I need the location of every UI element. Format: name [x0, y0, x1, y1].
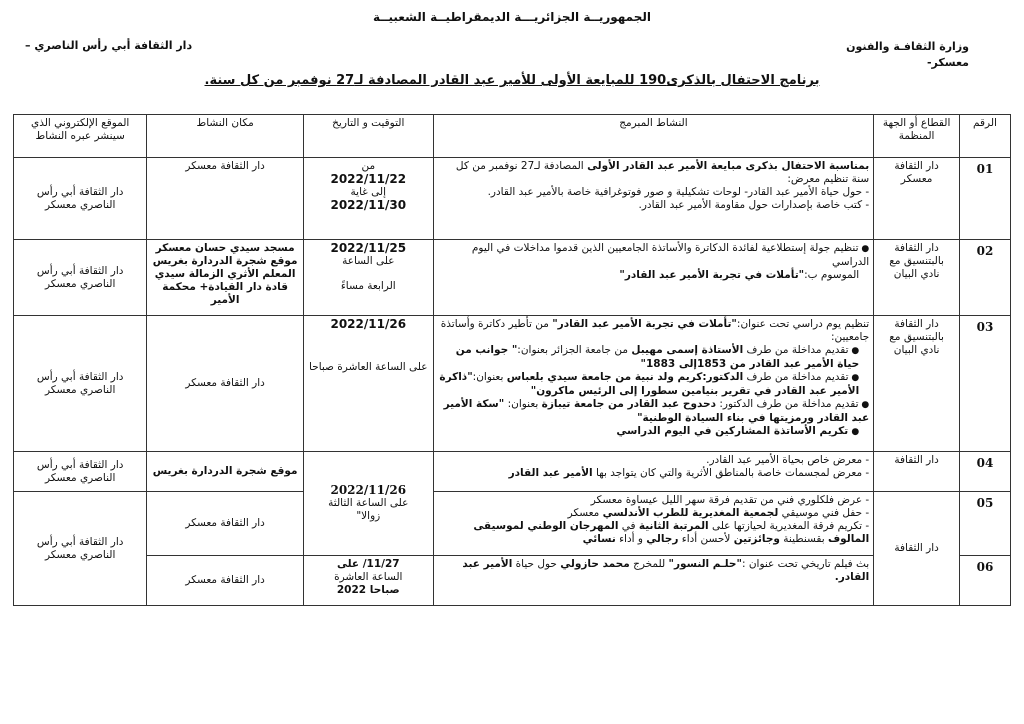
row-time: [303, 316, 433, 452]
row-number: 05: [960, 492, 1011, 556]
activity-line: - حول حياة الأمير عبد القادر- لوحات تشكيلية و صور فوتوغرافية خاصة بالأمير عبد القادر.: [487, 186, 870, 198]
table-row: [14, 556, 1011, 606]
time-period: زوالا": [356, 510, 381, 522]
row-organizer: دار الثقافة: [874, 492, 960, 606]
row-number: 03: [960, 316, 1011, 452]
col-header-place: مكان النشاط: [147, 115, 304, 158]
time-date: 2022/11/26: [330, 483, 407, 497]
table-row: [14, 452, 1011, 492]
row-number: 01: [960, 158, 1011, 240]
row-website: دار الثقافة أبي رأس الناصري معسكر: [14, 492, 147, 606]
row-organizer: دار الثقافة معسكر: [874, 158, 960, 240]
activity-bullet: ● تكريم الأساتذة المشاركين في اليوم الدراسي: [438, 425, 870, 439]
time-until-label: إلى غاية: [350, 186, 386, 198]
time-end-date: 2022/11/30: [330, 198, 407, 212]
row-website: دار الثقافة أبي رأس الناصري معسكر: [14, 240, 147, 316]
row-time: [303, 240, 433, 316]
activity-line: - حفل فني موسيقي لجمعية المغديرية للطرب الأندلسي معسكر: [567, 507, 870, 519]
col-header-time: التوقيت و التاريخ: [303, 115, 433, 158]
row-organizer: دار الثقافة بالبتنسيق مع نادي البيان: [874, 240, 960, 316]
table-row: [14, 316, 1011, 452]
activity-bullet: ● تقديم مداخلة من طرف الأستاذة إسمى مهيبل من جامعة الجزائر بعنوان:" جوانب من حياة الأمير عبد القادر من 1853إلى 1883": [438, 344, 870, 371]
row-number: 04: [960, 452, 1011, 492]
row-place: دار الثقافة معسكر: [147, 158, 304, 240]
row-organizer: دار الثقافة: [874, 452, 960, 492]
row-time: [303, 158, 433, 240]
time-date: 11/27/ على: [336, 558, 400, 570]
col-header-activity: النشاط المبرمج: [433, 115, 874, 158]
row-activity: [433, 452, 874, 492]
activity-text: الموسوم ب:: [804, 269, 860, 281]
row-time: [303, 556, 433, 606]
time-hour: على الساعة الثالثة: [328, 497, 409, 509]
table-row: [14, 492, 1011, 556]
activity-text-bold: "تأملات في تجربة الأمير عبد القادر": [619, 269, 805, 281]
row-website: دار الثقافة أبي رأس الناصري معسكر: [14, 452, 147, 492]
row-place: دار الثقافة معسكر: [147, 492, 304, 556]
activity-line: - معرض خاص بحياة الأمير عبد القادر.: [706, 454, 870, 466]
activity-line: - معرض لمجسمات خاصة بالمناطق الأثرية والتي كان يتواجد بها الأمير عبد القادر: [508, 467, 870, 479]
activity-intro: تنظيم يوم دراسي تحت عنوان:"تأملات في تجربة الأمير عبد القادر" من تأطير دكاترة وأساتذة جامعيين:: [440, 318, 870, 343]
ministry-city: معسكر-: [926, 56, 969, 69]
activity-line: - عرض فلكلوري فني من تقديم فرقة سهر الليل عيساوة معسكر: [590, 494, 870, 506]
time-start-date: 2022/11/22: [330, 172, 407, 186]
time-period: صباحا 2022: [336, 584, 400, 596]
activity-bullet: ● تقديم مداخلة من طرف الدكتور:كريم ولد نبية من جامعة سيدي بلعباس بعنوان:"ذاكرة الأمير عبد القادر في تقرير بنيامين سطورا إلى الرئيس ماكرون": [438, 371, 870, 398]
time-date: 2022/11/25: [330, 241, 407, 255]
culture-house-name: دار الثقافة أبي رأس الناصري –: [25, 39, 193, 52]
table-row: [14, 158, 1011, 240]
ministry-block: [846, 39, 969, 71]
time-hour: الساعة العاشرة: [334, 571, 403, 583]
time-at-label: على الساعة: [342, 255, 395, 267]
col-header-organizer: القطاع أو الجهة المنظمة: [874, 115, 960, 158]
time-hour: الرابعة مساءً: [340, 280, 396, 292]
row-activity: [433, 492, 874, 556]
row-time: [303, 452, 433, 556]
row-number: 06: [960, 556, 1011, 606]
activity-line: - كتب خاصة بإصدارات حول مقاومة الأمير عبد القادر.: [638, 199, 870, 211]
table-row: [14, 240, 1011, 316]
table-header-row: [14, 115, 1011, 158]
row-place: دار الثقافة معسكر: [147, 556, 304, 606]
row-activity: [433, 240, 874, 316]
activity-text-bold: بمناسبة الاحتفال بذكرى مبايعة الأمير عبد القادر الأولى: [587, 160, 870, 172]
activity-text: المصادفة لـ27 نوفمبر من كل سنة تنظيم معرض:: [455, 160, 870, 185]
row-place: موقع شجرة الدردارة بغريس: [147, 452, 304, 492]
row-place: دار الثقافة معسكر: [147, 316, 304, 452]
activity-bullet: ● تقديم مداخلة من طرف الدكتور: دحدوح عبد القادر من جامعة تيبازة بعنوان: "سكة الأمير عبد القادر ورمزيتها في بناء السيادة الوطنية": [438, 398, 870, 425]
row-activity: [433, 316, 874, 452]
row-activity: بث فيلم تاريخي تحت عنوان :"حلـم النسور" للمخرج محمد حازولي حول حياة الأمير عبد القادر.: [433, 556, 874, 606]
ministry-name: وزارة الثقافـة والفنون: [846, 40, 969, 53]
row-activity: [433, 158, 874, 240]
program-table: [13, 114, 1011, 606]
activity-line: - تكريم فرقة المغديرية لحيازتها على المرتبة الثانية في المهرجان الوطني لموسيقى المالوف بقسنطينة وجائزتين لأحسن أداء رجالي و أداء نسائي: [473, 520, 870, 545]
time-date: 2022/11/26: [330, 317, 407, 331]
row-website: دار الثقافة أبي رأس الناصري معسكر: [14, 316, 147, 452]
republic-heading: الجمهوريــة الجزائريـــة الديمقراطيــة الشعبيــة: [373, 10, 651, 24]
time-hour: على الساعة العاشرة صباحا: [309, 361, 428, 373]
activity-line: ● تنظيم جولة إستطلاعية لفائدة الدكاترة والأساتذة الجامعيين الذين قدموا مداخلات في اليوم الدراسي: [438, 242, 870, 269]
col-header-number: الرقم: [960, 115, 1011, 158]
row-place: مسجد سيدي حسان معسكر موقع شجرة الدردارة بغريس المعلم الأثري الزمالة سيدي قادة دار القيادة+ محكمة الأمير: [147, 240, 304, 316]
row-number: 02: [960, 240, 1011, 316]
col-header-website: الموقع الإلكتروني الذي سينشر عبره النشاط: [14, 115, 147, 158]
program-title: برنامج الاحتفال بالذكرى190 للمبايعة الأولى للأمير عبد القادر المصادفة لـ27 نوفمبر من كل سنة.: [204, 73, 820, 88]
time-from-label: من: [361, 160, 376, 172]
row-organizer: دار الثقافة بالبتنسيق مع نادي البيان: [874, 316, 960, 452]
row-website: دار الثقافة أبي رأس الناصري معسكر: [14, 158, 147, 240]
